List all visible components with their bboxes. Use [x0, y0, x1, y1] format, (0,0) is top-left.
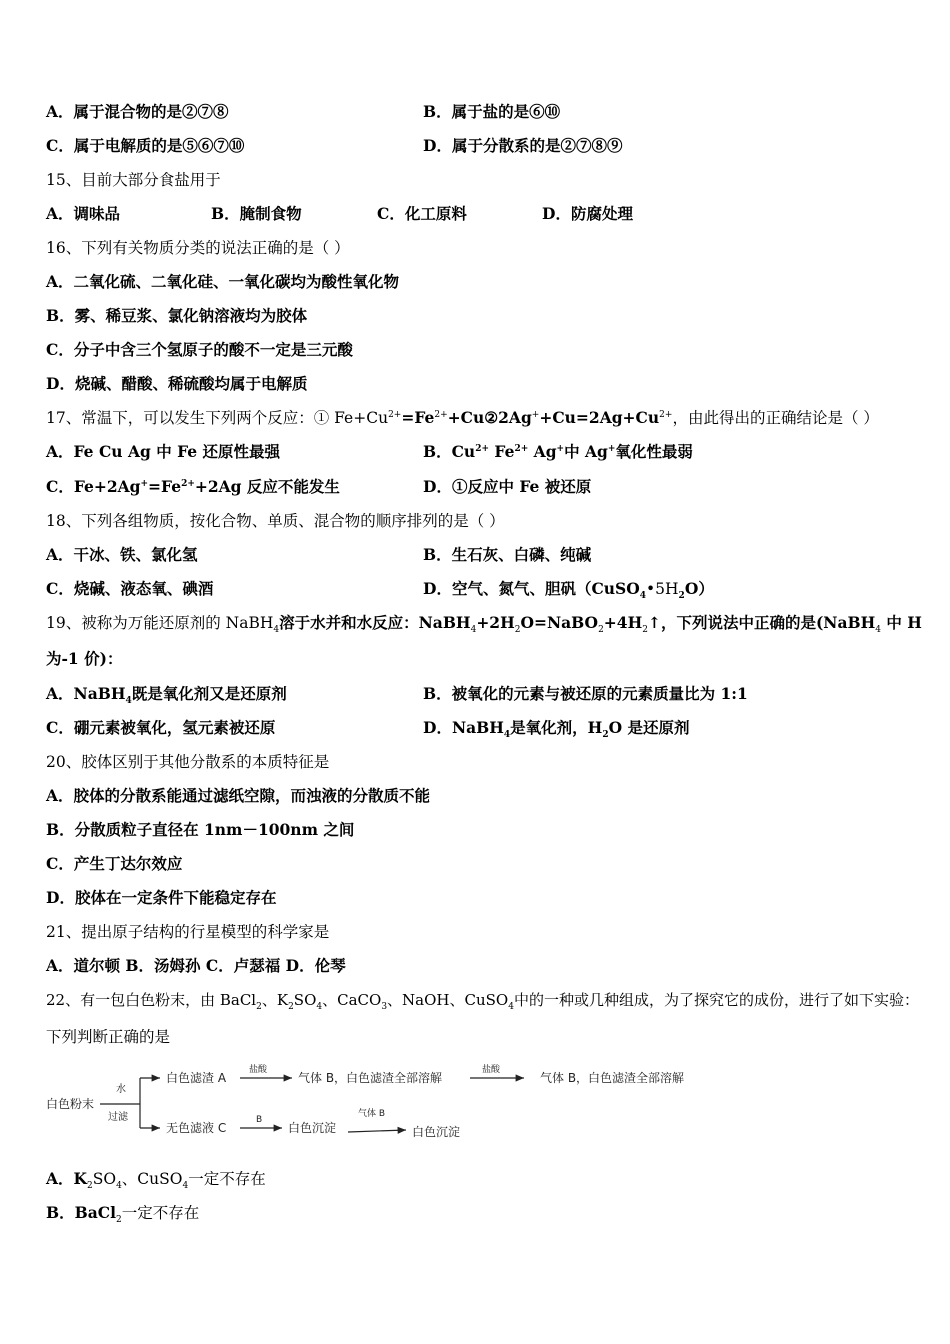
- q19-stem: [46, 612, 922, 634]
- q19-row-cd: [46, 717, 690, 741]
- q22-sub: 2: [115, 1215, 122, 1226]
- experiment-flow-diagram: [44, 1058, 744, 1148]
- q22-a-text: 、CuSO: [121, 1170, 183, 1188]
- q17-sup: +: [556, 443, 565, 454]
- q17-sup: +: [140, 478, 149, 489]
- q22-sub: 4: [182, 1181, 189, 1192]
- q19-stem-text: 溶于水并和水反应：NaBH: [279, 613, 471, 632]
- q17-stem-text: ，由此得出的正确结论是（ ）: [672, 409, 879, 427]
- flow-precip2: 白色沉淀: [412, 1125, 461, 1139]
- q22-option-b[interactable]: [46, 1202, 199, 1224]
- q19-a-text: A．NaBH: [46, 684, 126, 703]
- q22-sub: 2: [87, 1181, 93, 1192]
- q22-sub: 3: [381, 1002, 388, 1012]
- q22-stem-text: 中的一种或几种组成，为了探究它的成份，进行了如下实验：: [513, 991, 919, 1009]
- flow-start-label: 白色粉末: [46, 1097, 95, 1111]
- q19-stem-text: +2H: [476, 613, 515, 632]
- q17-option-a[interactable]: A．Fe Cu Ag 中 Fe 还原性最强: [46, 442, 281, 461]
- flow-gas-label: 气体 B: [358, 1109, 386, 1119]
- q15-option-d[interactable]: D．防腐处理: [542, 204, 633, 223]
- q22-sub: 4: [508, 1002, 514, 1012]
- q18-stem: 18、下列各组物质，按化合物、单质、混合物的顺序排列的是（ ）: [46, 512, 505, 530]
- q19-sub: 4: [273, 625, 280, 636]
- q20-option-b[interactable]: B．分散质粒子直径在 1nm－100nm 之间: [46, 820, 355, 839]
- q17-b-text: 氧化性最弱: [615, 442, 693, 461]
- q16-option-c[interactable]: C．分子中含三个氢原子的酸不一定是三元酸: [46, 340, 353, 359]
- q17-stem: [46, 407, 879, 429]
- q19-sub: 2: [514, 625, 521, 636]
- q21-options[interactable]: A．道尔顿 B．汤姆孙 C．卢瑟福 D．伦琴: [46, 956, 346, 975]
- q17-c-text: =Fe: [148, 477, 182, 496]
- q14-row-cd: [46, 135, 623, 157]
- q19-sub: 2: [602, 730, 609, 741]
- q18-option-a[interactable]: A．干冰、铁、氯化氢: [46, 545, 198, 564]
- q18-option-d[interactable]: [423, 578, 714, 600]
- q17-row-ab: [46, 441, 693, 463]
- q20-option-a[interactable]: A．胶体的分散系能通过滤纸空隙，而浊液的分散质不能: [46, 786, 431, 805]
- q17-option-d[interactable]: D．①反应中 Fe 被还原: [423, 477, 592, 496]
- flow-precip1: 白色沉淀: [288, 1121, 337, 1135]
- q19-sub: 4: [125, 696, 132, 707]
- q19-d-text: O 是还原剂: [608, 718, 690, 737]
- q22-option-a[interactable]: [46, 1168, 266, 1190]
- q19-stem-text: O=NaBO: [520, 613, 599, 632]
- q17-stem-text: =Fe: [401, 408, 435, 427]
- q19-stem-line2: 为-1 价)：: [46, 649, 123, 668]
- q22-sub: 4: [316, 1002, 323, 1012]
- q16-option-d[interactable]: D．烧碱、醋酸、稀硫酸均属于电解质: [46, 374, 308, 393]
- flow-arrow-gas: [348, 1130, 406, 1132]
- q19-stem-text: +4H: [603, 613, 643, 632]
- flow-acid2-label: 盐酸: [482, 1065, 501, 1075]
- flow-filtrate-a: 白色滤渣 A: [166, 1071, 227, 1085]
- q22-stem-line2: 下列判断正确的是: [46, 1028, 171, 1046]
- q19-option-a[interactable]: [46, 684, 287, 707]
- q15-option-a[interactable]: A．调味品: [46, 204, 121, 223]
- q15-option-b[interactable]: B．腌制食物: [211, 204, 302, 223]
- q17-sup: 2+: [475, 443, 490, 454]
- q17-sup: 2+: [181, 478, 195, 489]
- q20-option-c[interactable]: C．产生丁达尔效应: [46, 854, 183, 873]
- q19-sub: 4: [875, 625, 881, 636]
- q17-option-b[interactable]: [423, 441, 693, 463]
- q22-a-text: A．K: [46, 1169, 87, 1188]
- q17-stem-text: 17、常温下，可以发生下列两个反应：① Fe+Cu: [46, 409, 389, 427]
- q19-sub: 2: [642, 625, 648, 636]
- q18-sub: 4: [639, 591, 647, 602]
- q19-stem-text: 19、被称为万能还原剂的 NaBH: [46, 614, 274, 632]
- q22-stem-text: 、CaCO: [322, 991, 382, 1009]
- q19-option-c[interactable]: C．硼元素被氧化，氢元素被还原: [46, 718, 276, 737]
- q20-option-d[interactable]: D．胶体在一定条件下能稳定存在: [46, 888, 277, 907]
- q17-sup: +: [531, 409, 540, 420]
- q19-sub: 4: [503, 730, 511, 741]
- q22-b-text: B．BaCl: [46, 1203, 116, 1222]
- q18-row-cd: [46, 578, 714, 602]
- q15-stem: 15、目前大部分食盐用于: [46, 171, 221, 189]
- q17-c-text: C．Fe+2Ag: [46, 477, 141, 496]
- flow-filter-label: 过滤: [108, 1112, 128, 1123]
- q22-stem-text: 、NaOH、CuSO: [387, 991, 509, 1009]
- q22-b-text: 一定不存在: [121, 1204, 200, 1222]
- q19-option-d[interactable]: [423, 717, 690, 739]
- q17-option-c[interactable]: [46, 477, 340, 496]
- q19-stem-text: 中 H: [880, 613, 922, 632]
- q19-d-text: 是氧化剂，H: [510, 718, 603, 737]
- q17-sup: +: [607, 443, 616, 454]
- q17-stem-text: +Cu②2Ag: [447, 408, 532, 427]
- q17-b-text: 中 Ag: [564, 442, 608, 461]
- q18-row-ab: [46, 544, 592, 566]
- q21-stem: 21、提出原子结构的行星模型的科学家是: [46, 923, 330, 941]
- q22-sub: 2: [256, 1002, 262, 1012]
- flow-gas-b1: 气体 B，白色滤渣全部溶解: [298, 1071, 443, 1085]
- q22-stem-text: 、K: [261, 991, 289, 1009]
- q19-d-text: D．NaBH: [423, 718, 504, 737]
- q16-option-a[interactable]: A．二氧化硫、二氧化硅、一氧化碳均为酸性氧化物: [46, 272, 400, 291]
- q14-option-d[interactable]: D．属于分散系的是②⑦⑧⑨: [423, 136, 623, 155]
- q17-sup: 2+: [388, 409, 402, 420]
- q18-d-text: •5H: [646, 580, 679, 598]
- q16-option-b[interactable]: B．雾、稀豆浆、氯化钠溶液均为胶体: [46, 306, 308, 325]
- q22-sub: 2: [288, 1002, 294, 1012]
- q17-stem-text: +Cu=2Ag+Cu: [539, 408, 660, 427]
- q18-sub: 2: [678, 591, 685, 602]
- q18-option-c[interactable]: C．烧碱、液态氧、碘酒: [46, 579, 214, 598]
- q14-row-ab: [46, 101, 561, 123]
- q22-a-text: SO: [92, 1170, 117, 1188]
- q19-a-text: 既是氧化剂又是还原剂: [131, 684, 287, 703]
- q18-d-text: O）: [684, 579, 714, 598]
- q14-option-b[interactable]: B．属于盐的是⑥⑩: [423, 102, 561, 121]
- flow-b-label: B: [256, 1115, 263, 1125]
- q20-stem: 20、胶体区别于其他分散系的本质特征是: [46, 753, 330, 771]
- q16-stem: 16、下列有关物质分类的说法正确的是（ ）: [46, 239, 350, 257]
- q22-sub: 4: [116, 1181, 122, 1192]
- q18-d-text: D．空气、氮气、胆矾（CuSO: [423, 579, 640, 598]
- flow-gas-b2: 气体 B，白色滤渣全部溶解: [540, 1071, 685, 1085]
- q19-sub: 2: [598, 625, 604, 636]
- q19-option-b[interactable]: B．被氧化的元素与被还原的元素质量比为 1:1: [423, 684, 748, 703]
- q22-stem: [46, 989, 919, 1011]
- q17-sup: 2+: [514, 443, 529, 454]
- q17-row-cd: [46, 476, 592, 498]
- q17-c-text: +2Ag 反应不能发生: [194, 477, 340, 496]
- q17-b-text: B．Cu: [423, 442, 476, 461]
- q14-option-c[interactable]: C．属于电解质的是⑤⑥⑦⑩: [46, 136, 245, 155]
- q18-option-b[interactable]: B．生石灰、白磷、纯碱: [423, 545, 592, 564]
- q17-b-text: Ag: [528, 442, 557, 461]
- q22-a-text: 一定不存在: [188, 1170, 266, 1188]
- q22-stem-text: SO: [293, 991, 317, 1009]
- flow-water-label: 水: [116, 1084, 126, 1095]
- q17-b-text: Fe: [489, 442, 515, 461]
- q19-stem-text: ↑，下列说法中正确的是(NaBH: [647, 613, 876, 632]
- q14-option-a[interactable]: A．属于混合物的是②⑦⑧: [46, 102, 229, 121]
- flow-acid1-label: 盐酸: [249, 1065, 268, 1075]
- q22-stem-text: 22、有一包白色粉末，由 BaCl: [46, 991, 257, 1009]
- flow-filtrate-c: 无色滤液 C: [166, 1121, 227, 1135]
- q15-option-c[interactable]: C．化工原料: [377, 204, 467, 223]
- q17-sup: 2+: [434, 409, 448, 420]
- q19-row-ab: [46, 683, 748, 707]
- q17-sup: 2+: [659, 409, 673, 420]
- q19-sub: 4: [470, 625, 477, 636]
